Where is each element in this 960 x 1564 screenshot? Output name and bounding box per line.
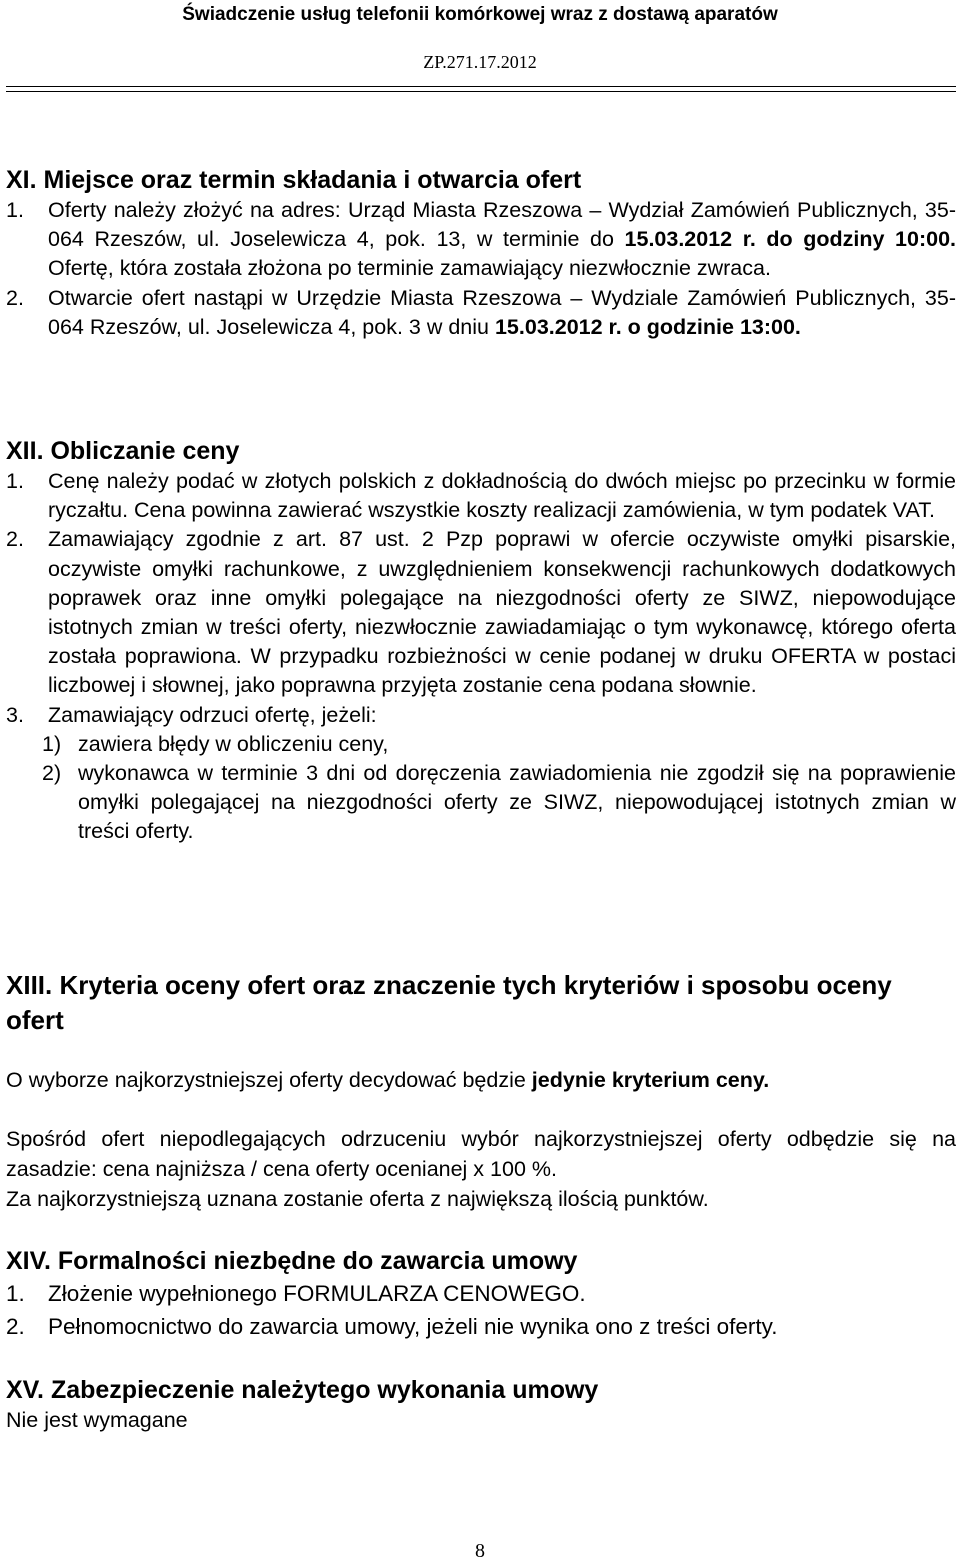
paragraph-text: O wyborze najkorzystniejszej oferty decydować będzie	[6, 1068, 532, 1092]
item-text: Złożenie wypełnionego FORMULARZA CENOWEGO.	[48, 1281, 586, 1306]
item-number: 1.	[6, 1281, 25, 1306]
section-xiv	[6, 1245, 956, 1343]
item-text: Pełnomocnictwo do zawarcia umowy, jeżeli nie wynika ono z treści oferty.	[48, 1314, 778, 1339]
section-xii-item-1	[6, 467, 956, 525]
item-text-part: Oferty należy złożyć na adres: Urząd Miasta Rzeszowa – Wydział Zamówień Publicznych, 35-064 Rzeszów, ul. Joselewicza 4, pok. 13, w terminie do	[48, 198, 956, 252]
item-text	[48, 196, 956, 284]
section-xii	[6, 435, 956, 847]
subitem-number: 2)	[42, 761, 62, 786]
section-xv-text: Nie jest wymagane	[6, 1408, 188, 1432]
section-xiii-p1	[6, 1066, 956, 1095]
section-xii-subitem-1	[42, 730, 956, 759]
deadline-text: 15.03.2012 r. do godziny 10:00.	[624, 227, 956, 252]
section-xiv-heading: XIV. Formalności niezbędne do zawarcia umowy	[6, 1247, 578, 1275]
subitem-number: 1)	[42, 731, 62, 756]
section-xv-heading: XV. Zabezpieczenie należytego wykonania umowy	[6, 1376, 599, 1404]
item-text: Zamawiający odrzuci ofertę, jeżeli:	[48, 702, 377, 727]
section-xii-subitem-2	[42, 759, 956, 847]
item-number: 1.	[6, 469, 24, 493]
paragraph-text: Za najkorzystniejszą uznana zostanie oferta z największą ilością punktów.	[6, 1187, 709, 1211]
paragraph-text: Spośród ofert niepodlegających odrzuceniu wybór najkorzystniejszej oferty odbędzie się na zasadzie: cena najniższa / cena oferty ocenianej x 100 %.	[6, 1127, 956, 1181]
section-xiv-item-1	[6, 1277, 956, 1310]
header-rule-second	[6, 91, 956, 92]
item-text	[48, 284, 956, 342]
section-xiii	[6, 968, 956, 1038]
item-text-part: Otwarcie ofert nastąpi w Urzędzie Miasta Rzeszowa – Wydziale Zamówień Publicznych, 35-064 Rzeszów, ul. Joselewicza 4, pok. 3 w dniu	[48, 285, 956, 339]
subitem-text: wykonawca w terminie 3 dni od doręczenia zawiadomienia nie zgodził się na poprawienie omyłki polegającej na niezgodności oferty ze SIWZ, niepowodującej istotnych zmian w treści oferty.	[78, 761, 956, 844]
header-title: Świadczenie usług telefonii komórkowej wraz z dostawą aparatów	[182, 4, 778, 25]
item-number: 1.	[6, 198, 24, 222]
section-xiv-item-2	[6, 1310, 956, 1343]
section-xi-item-1	[6, 196, 956, 284]
section-xii-heading: XII. Obliczanie ceny	[6, 437, 240, 465]
item-text: Zamawiający zgodnie z art. 87 ust. 2 Pzp poprawi w ofercie oczywiste omyłki pisarskie, oczywiste omyłki rachunkowe, z uwzględnieniem konsekwencji rachunkowych dodatkowych poprawek oraz inne omyłki polegające na niezgodności oferty ze SIWZ, niepowodujące istotnych zmian w treści oferty, niezwłocznie zawiadamiając o tym wykonawcę, którego oferta została poprawiona. W przypadku rozbieżności w cenie podanej w druku OFERTA w postaci liczbowej i słownej, jako poprawna przyjęta zostanie cena podana słownie.	[48, 527, 956, 698]
section-xii-item-3	[6, 701, 956, 730]
opening-date-text: 15.03.2012 r. o godzinie 13:00.	[494, 314, 801, 339]
item-number: 2.	[6, 1314, 25, 1339]
subitem-text: zawiera błędy w obliczeniu ceny,	[78, 731, 389, 756]
item-number: 2.	[6, 285, 24, 310]
section-xi-item-2	[6, 284, 956, 342]
criterion-text: jedynie kryterium ceny.	[531, 1068, 770, 1092]
section-xiii-p2	[6, 1124, 956, 1214]
section-xiii-heading: XIII. Kryteria oceny ofert oraz znaczenie tych kryteriów i sposobu oceny ofert	[6, 970, 892, 1035]
header-reference: ZP.271.17.2012	[423, 52, 537, 72]
section-xi	[6, 164, 956, 342]
section-xi-heading: XI. Miejsce oraz termin składania i otwarcia ofert	[6, 166, 582, 194]
item-text: Cenę należy podać w złotych polskich z dokładnością do dwóch miejsc po przecinku w formie ryczałtu. Cena powinna zawierać wszystkie koszty realizacji zamówienia, w tym podatek VAT.	[48, 469, 956, 523]
section-xii-item-2	[6, 525, 956, 700]
item-number: 2.	[6, 527, 24, 552]
page-number: 8	[475, 1540, 485, 1562]
header-rule	[6, 86, 956, 87]
section-xv	[6, 1374, 956, 1435]
item-text-part: Ofertę, która została złożona po terminie zamawiający niezwłocznie zwraca.	[48, 256, 771, 281]
item-number: 3.	[6, 702, 24, 727]
